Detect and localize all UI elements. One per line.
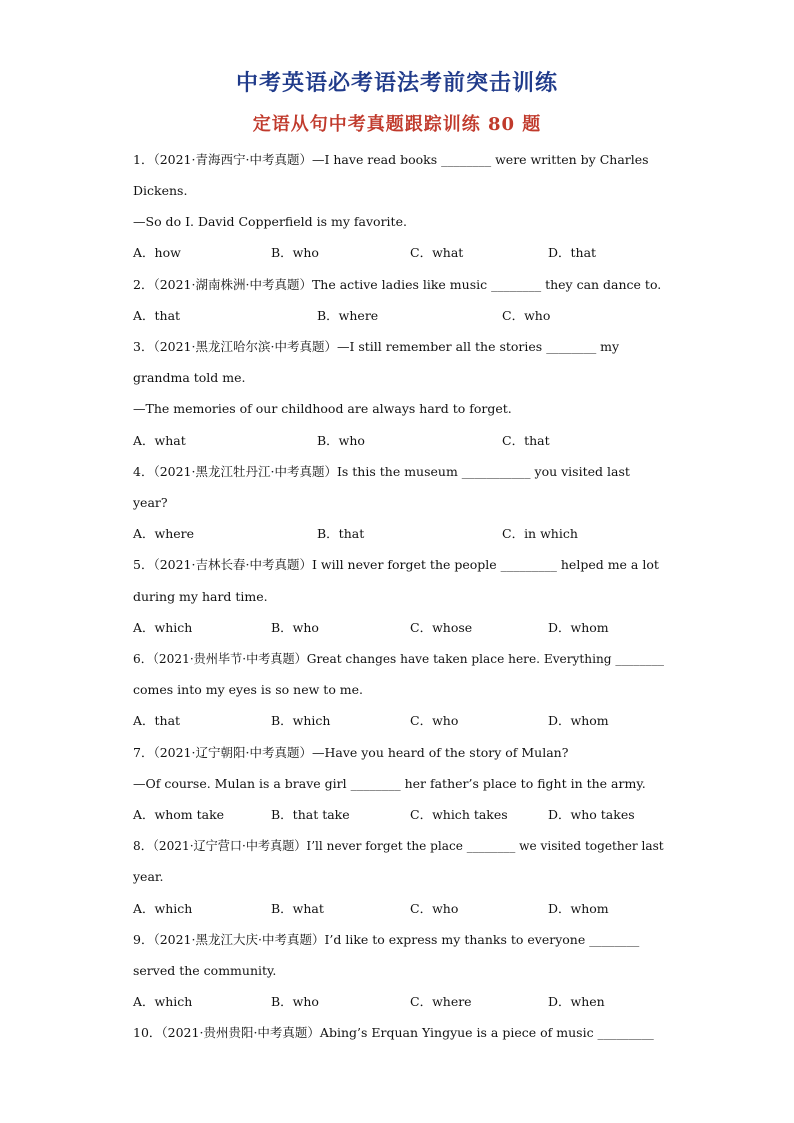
question-4-option-a: A．where bbox=[133, 526, 195, 541]
question-8-option-d: D．whom bbox=[548, 901, 609, 916]
question-9-option-c: C．where bbox=[410, 994, 472, 1009]
question-1-stem-cont: Dickens. bbox=[133, 183, 188, 198]
question-7-option-c: C．which takes bbox=[410, 807, 508, 822]
question-5-stem-cont: during my hard time. bbox=[133, 589, 268, 604]
question-5-option-a: A．which bbox=[133, 620, 193, 635]
question-3-option-c: C．that bbox=[502, 433, 550, 448]
question-5-stem: 5．（2021·吉林长春·中考真题）I will never forget the people _________ helped me a lot bbox=[133, 557, 659, 572]
question-2-option-c: C．who bbox=[502, 308, 551, 323]
question-8-option-b: B．what bbox=[271, 901, 324, 916]
question-9-option-d: D．when bbox=[548, 994, 605, 1009]
question-8-option-a: A．which bbox=[133, 901, 193, 916]
question-3-stem-cont: grandma told me. bbox=[133, 370, 246, 385]
question-1-option-b: B．who bbox=[271, 245, 319, 260]
question-1-stem: 1．（2021·青海西宁·中考真题）—I have read books ________ were written by Charles bbox=[133, 152, 649, 167]
question-3-option-b: B．who bbox=[317, 433, 365, 448]
question-5-option-b: B．who bbox=[271, 620, 319, 635]
question-1-option-d: D．that bbox=[548, 245, 597, 260]
question-4-option-c: C．in which bbox=[502, 526, 578, 541]
question-2-stem: 2．（2021·湖南株洲·中考真题）The active ladies like music ________ they can dance to. bbox=[133, 277, 662, 292]
question-6-option-c: C．who bbox=[410, 713, 459, 728]
question-3-option-a: A．what bbox=[133, 433, 186, 448]
page-title: 中考英语必考语法考前突击训练 bbox=[235, 70, 558, 96]
question-7-option-a: A．whom take bbox=[133, 807, 225, 822]
page-subtitle: 定语从句中考真题跟踪训练 80 题 bbox=[252, 114, 542, 135]
question-7-option-b: B．that take bbox=[271, 807, 350, 822]
question-1-reply: —So do I. David Copperfield is my favorite. bbox=[133, 214, 407, 229]
question-6-stem-cont: comes into my eyes is so new to me. bbox=[133, 682, 364, 697]
question-4-option-b: B．that bbox=[317, 526, 365, 541]
question-9-stem: 9．（2021·黑龙江大庆·中考真题）I’d like to express my thanks to everyone ________ bbox=[133, 932, 640, 947]
question-1-option-a: A．how bbox=[133, 245, 181, 260]
question-8-stem: 8．（2021·辽宁营口·中考真题）I’ll never forget the place ________ we visited together last bbox=[133, 838, 664, 853]
question-7-reply: —Of course. Mulan is a brave girl ________ her father’s place to fight in the army. bbox=[133, 776, 646, 791]
question-8-stem-cont: year. bbox=[133, 869, 164, 884]
question-3-stem: 3．（2021·黑龙江哈尔滨·中考真题）—I still remember all the stories ________ my bbox=[133, 339, 620, 354]
question-2-option-b: B．where bbox=[317, 308, 379, 323]
question-10-stem: 10．（2021·贵州贵阳·中考真题）Abing’s Erquan Yingyue is a piece of music _________ bbox=[133, 1025, 654, 1040]
question-7-option-d: D．who takes bbox=[548, 807, 635, 822]
question-4-stem-cont: year? bbox=[133, 495, 168, 510]
question-1-option-c: C．what bbox=[410, 245, 464, 260]
question-3-reply: —The memories of our childhood are always hard to forget. bbox=[133, 401, 512, 416]
question-4-stem: 4．（2021·黑龙江牡丹江·中考真题）Is this the museum ___________ you visited last bbox=[133, 464, 630, 479]
question-9-option-a: A．which bbox=[133, 994, 193, 1009]
question-6-option-b: B．which bbox=[271, 713, 331, 728]
question-2-option-a: A．that bbox=[133, 308, 181, 323]
question-6-option-d: D．whom bbox=[548, 713, 609, 728]
question-5-option-c: C．whose bbox=[410, 620, 473, 635]
question-6-option-a: A．that bbox=[133, 713, 181, 728]
question-9-stem-cont: served the community. bbox=[133, 963, 277, 978]
question-6-stem: 6．（2021·贵州毕节·中考真题）Great changes have taken place here. Everything ________ bbox=[133, 651, 664, 666]
question-8-option-c: C．who bbox=[410, 901, 459, 916]
question-9-option-b: B．who bbox=[271, 994, 319, 1009]
question-7-stem: 7．（2021·辽宁朝阳·中考真题）—Have you heard of the story of Mulan? bbox=[133, 745, 569, 760]
question-5-option-d: D．whom bbox=[548, 620, 609, 635]
